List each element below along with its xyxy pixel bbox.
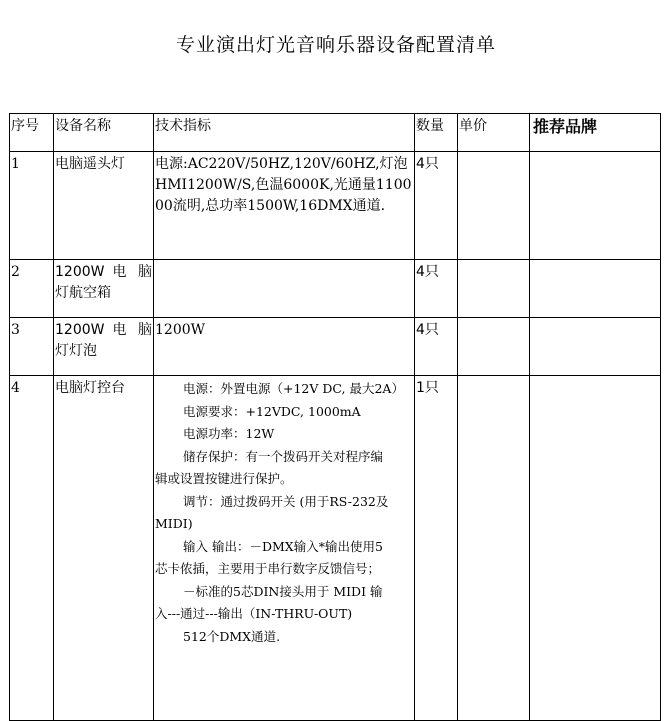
table-row	[10, 376, 661, 721]
header-unit-price: 单价	[458, 114, 530, 152]
row-spec	[154, 376, 415, 721]
row-spec: 1200W	[154, 318, 415, 376]
spec-line: 辑或设置按键进行保护。	[155, 471, 293, 486]
header-qty: 数量	[415, 114, 458, 152]
spec-line: 512个DMX通道.	[183, 628, 281, 644]
row-name: 电脑遥头灯	[54, 152, 154, 260]
spec-line: 储存保护：有一个拨码开关对程序编	[183, 448, 384, 464]
spec-line-list	[155, 378, 413, 648]
row-brand	[530, 260, 661, 318]
row-qty: 4只	[415, 318, 458, 376]
row-qty: 1只	[415, 376, 458, 721]
row-unit-price	[458, 260, 530, 318]
equipment-table	[9, 113, 661, 721]
spec-line: －标准的5芯DIN接头用于 MIDI 输	[183, 583, 383, 599]
row-name: 电脑灯控台	[54, 376, 154, 721]
row-index: 4	[10, 376, 54, 721]
row-name-line: 1200W 电 脑	[55, 264, 152, 280]
header-brand: 推荐品牌	[530, 114, 661, 152]
spec-line: 芯卡侬插，主要用于串行数字反馈信号；	[155, 561, 381, 576]
header-name: 设备名称	[54, 114, 154, 152]
row-qty: 4只	[415, 260, 458, 318]
table-row	[10, 152, 661, 260]
row-unit-price	[458, 152, 530, 260]
row-index: 1	[10, 152, 54, 260]
row-index: 2	[10, 260, 54, 318]
table-row	[10, 260, 661, 318]
row-brand	[530, 318, 661, 376]
spec-line: 调节：通过拨码开关 (用于RS-232及	[183, 493, 389, 509]
row-unit-price	[458, 376, 530, 721]
table-header-row	[10, 114, 661, 152]
row-name	[54, 318, 154, 376]
spec-line: 入---通过---输出（IN-THRU-OUT)	[155, 606, 353, 621]
row-index: 3	[10, 318, 54, 376]
row-name-line: 灯灯泡	[55, 343, 97, 359]
row-name	[54, 260, 154, 318]
row-brand	[530, 152, 661, 260]
row-brand	[530, 376, 661, 721]
spec-line: 电源功率：12W	[183, 426, 275, 441]
document-title: 专业演出灯光音响乐器设备配置清单	[175, 34, 496, 56]
spec-line: 输入 输出：－DMX输入*输出使用5	[183, 538, 383, 554]
row-name-line: 1200W 电 脑	[55, 322, 152, 338]
header-spec: 技术指标	[154, 114, 415, 152]
spec-line: 电源要求：+12VDC, 1000mA	[183, 403, 361, 419]
row-spec: 电源:AC220V/50HZ,120V/60HZ,灯泡HMI1200W/S,色温6000K,光通量110000流明,总功率1500W,16DMX通道.	[154, 152, 415, 260]
row-qty: 4只	[415, 152, 458, 260]
header-index: 序号	[10, 114, 54, 152]
row-unit-price	[458, 318, 530, 376]
table-row	[10, 318, 661, 376]
spec-line: MIDI)	[155, 516, 193, 531]
spec-line: 电源：外置电源（+12V DC, 最大2A）	[183, 381, 404, 396]
row-name-line: 灯航空箱	[55, 285, 111, 301]
row-spec	[154, 260, 415, 318]
